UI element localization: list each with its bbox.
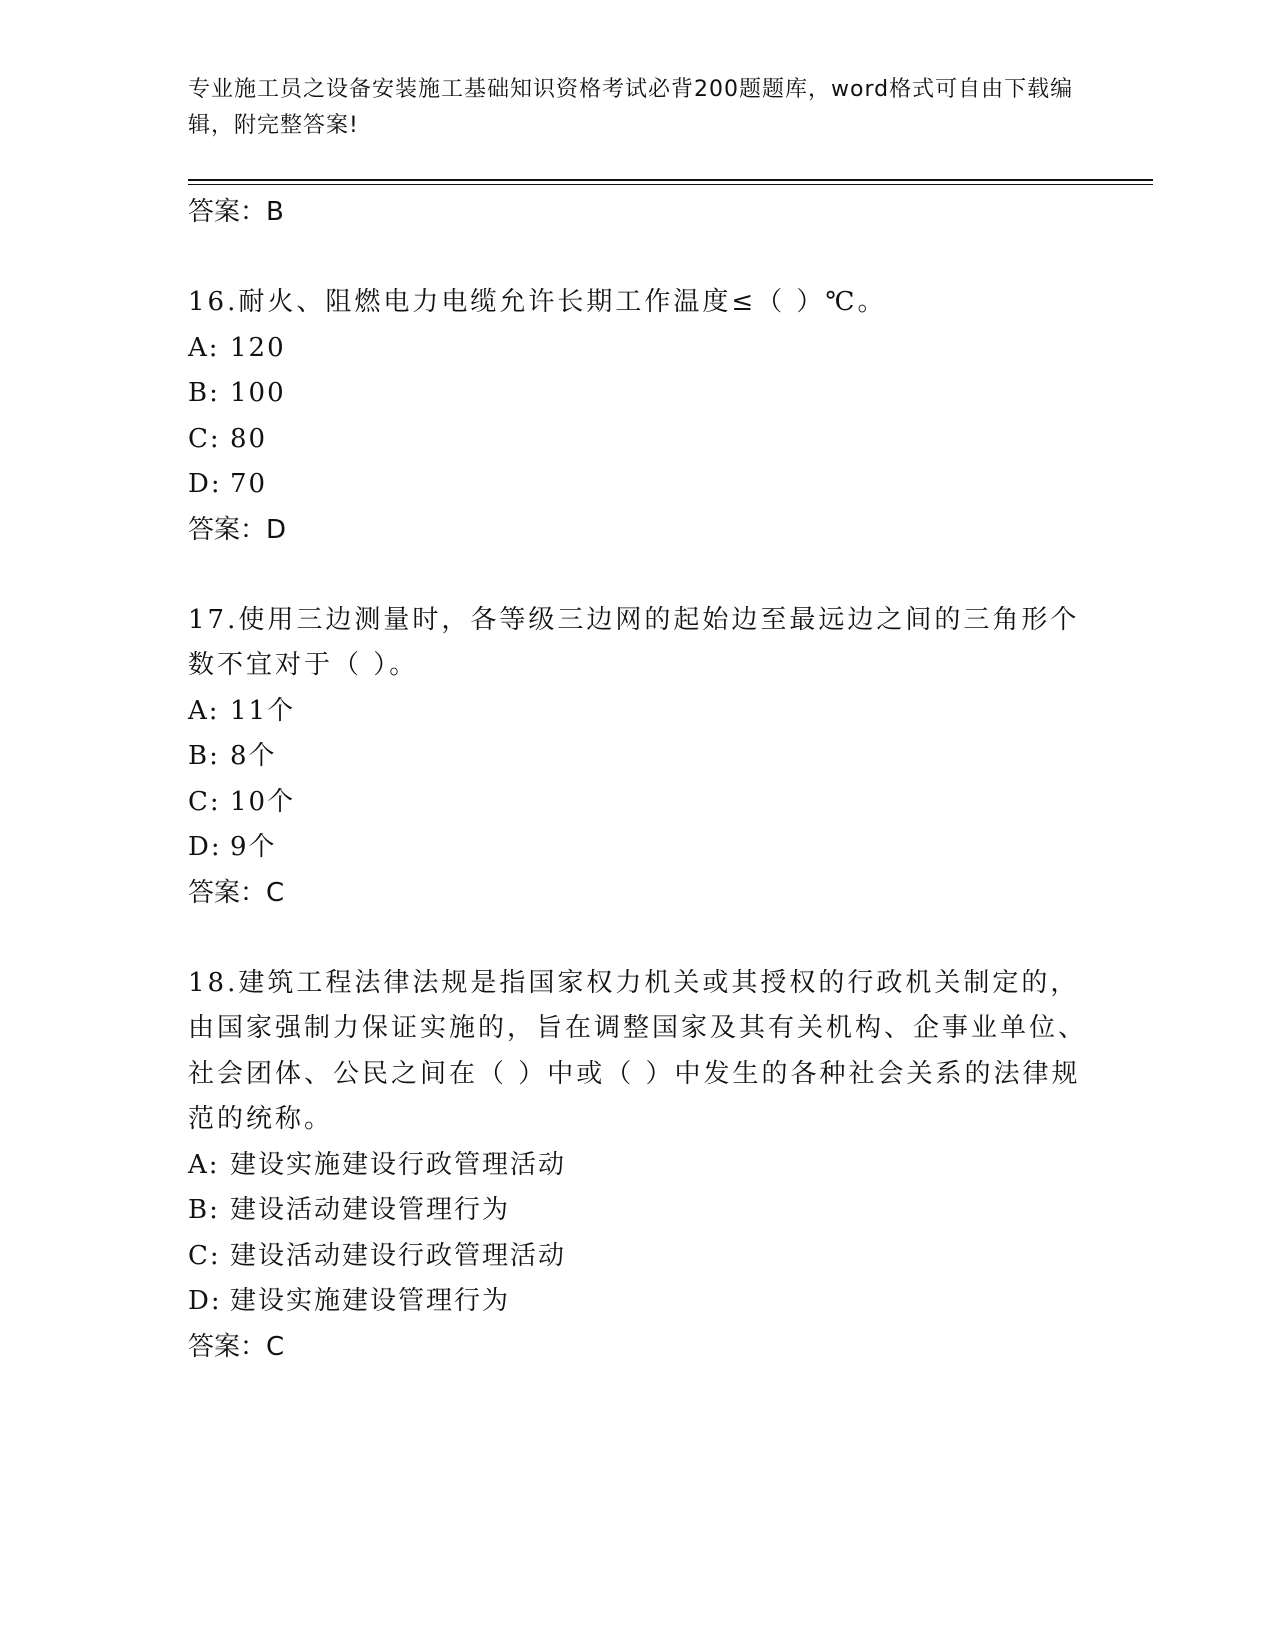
option-text: 建设实施建设行政管理活动 xyxy=(230,1149,567,1180)
option-letter: B: xyxy=(188,741,220,771)
option-letter: A: xyxy=(188,332,220,363)
answer-line: 答案：C xyxy=(188,877,285,908)
option-letter: D: xyxy=(188,469,222,499)
header-divider xyxy=(188,179,1153,181)
option-text: 建设活动建设行政管理活动 xyxy=(230,1240,567,1271)
answer-line: 答案：B xyxy=(188,197,284,227)
option-text: 120 xyxy=(230,332,286,363)
option-b xyxy=(188,734,1088,780)
option-text: 8个 xyxy=(230,741,277,771)
option-letter: C: xyxy=(188,1240,221,1271)
option-b xyxy=(188,371,1088,417)
question-text: 18.建筑工程法律法规是指国家权力机关或其授权的行政机关制定的，由国家强制力保证实施的，旨在调整国家及其有关机构、企事业单位、社会团体、公民之间在（ ）中或（ ）中发生的各种社会关系的法律规范的统称。 xyxy=(188,967,1088,1134)
option-letter: D: xyxy=(188,832,222,862)
option-letter: C: xyxy=(188,423,221,454)
option-text: 11个 xyxy=(230,695,296,726)
option-d xyxy=(188,825,1088,871)
option-text: 建设活动建设管理行为 xyxy=(230,1195,511,1225)
option-c xyxy=(188,417,1088,463)
option-letter: A: xyxy=(188,695,220,726)
option-letter: A: xyxy=(188,1149,220,1180)
document-header: 专业施工员之设备安装施工基础知识资格考试必背200题题库，word格式可自由下载编辑，附完整答案! xyxy=(188,77,1074,138)
option-c xyxy=(188,780,1088,826)
option-a xyxy=(188,326,1088,372)
question-text: 17.使用三边测量时，各等级三边网的起始边至最远边之间的三角形个数不宜对于（ ）。 xyxy=(188,604,1080,680)
option-text: 100 xyxy=(230,378,286,408)
option-b xyxy=(188,1188,1088,1234)
question-list xyxy=(188,190,1088,1370)
option-c xyxy=(188,1234,1088,1280)
option-d xyxy=(188,462,1088,508)
answer-line: 答案：D xyxy=(188,514,287,545)
option-text: 建设实施建设管理行为 xyxy=(230,1286,511,1316)
option-a xyxy=(188,1143,1088,1189)
question-text: 16.耐火、阻燃电力电缆允许长期工作温度≤（ ）℃。 xyxy=(188,287,887,317)
option-d xyxy=(188,1279,1088,1325)
option-text: 10个 xyxy=(230,786,296,817)
answer-line: 答案：C xyxy=(188,1331,285,1362)
option-letter: D: xyxy=(188,1286,222,1316)
option-text: 9个 xyxy=(230,832,277,862)
option-text: 70 xyxy=(230,469,268,499)
header-divider-thin xyxy=(188,184,1153,185)
option-letter: B: xyxy=(188,1195,220,1225)
option-letter: C: xyxy=(188,786,221,817)
option-text: 80 xyxy=(230,423,268,454)
option-a xyxy=(188,689,1088,735)
option-letter: B: xyxy=(188,378,220,408)
